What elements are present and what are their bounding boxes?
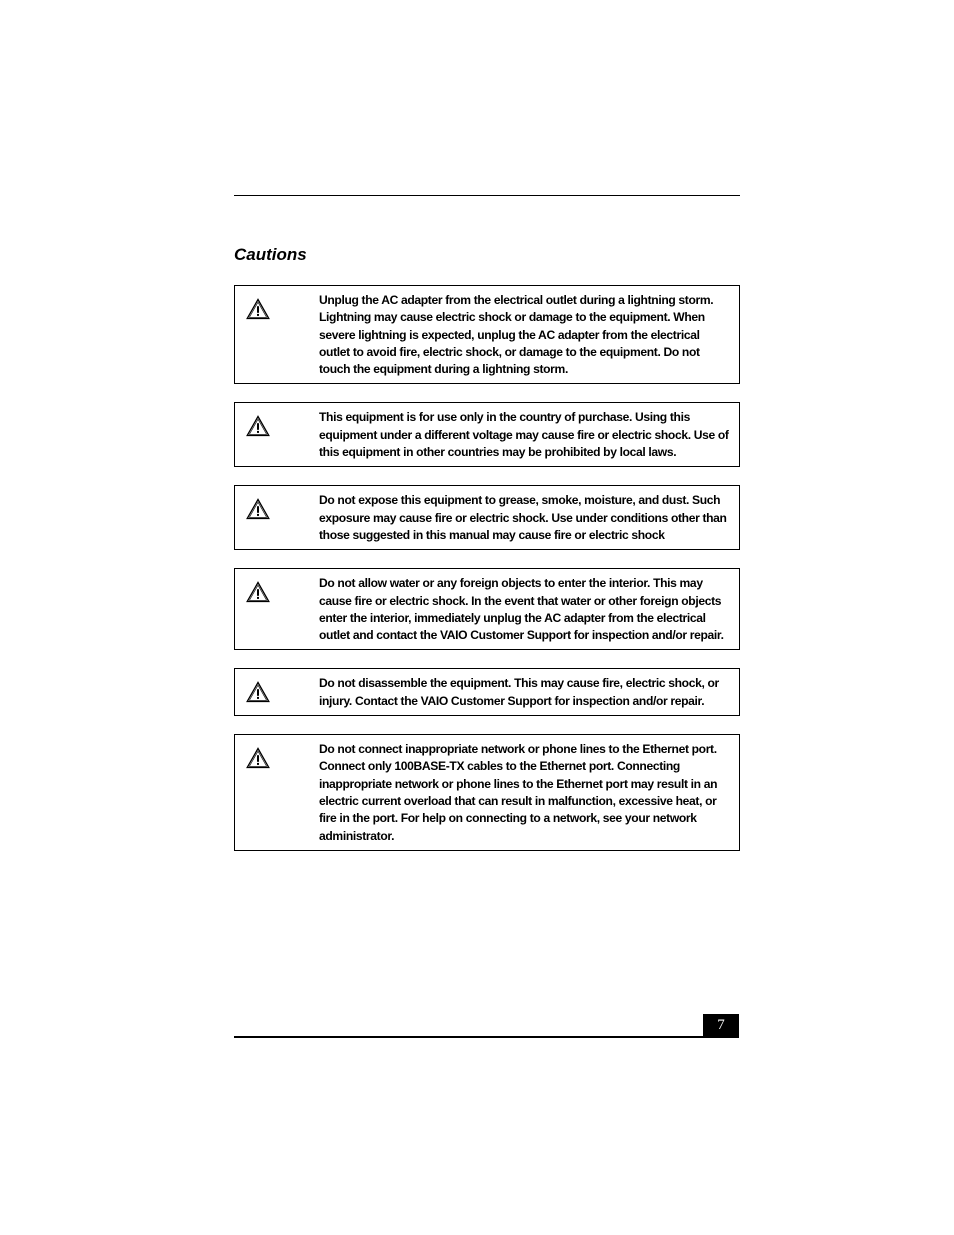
caution-box [234, 402, 740, 467]
section-title: Cautions [234, 245, 307, 264]
caution-box [234, 668, 740, 716]
top-rule [234, 195, 740, 196]
page-number: 7 [703, 1014, 739, 1037]
warning-triangle-icon [246, 681, 270, 703]
caution-box [234, 734, 740, 851]
caution-text: Do not connect inappropriate network or phone lines to the Ethernet port. Connect only 100BASE-TX cables to the Ethernet port. Connecting inappropriate network or phone lines to the Ethernet port may result in an electric current overload that can result in malfunction, excessive heat, or fire in the port. For help on connecting to a network, see your network administrator. [319, 742, 718, 843]
warning-triangle-icon [246, 581, 270, 603]
warning-triangle-icon [246, 415, 270, 437]
caution-text: Do not allow water or any foreign objects to enter the interior. This may cause fire or electric shock. In the event that water or other foreign objects enter the interior, immediately unplug the AC adapter from the electrical outlet and contact the VAIO Customer Support for inspection and/or repair. [319, 576, 724, 643]
caution-box [234, 285, 740, 384]
caution-box [234, 568, 740, 650]
warning-triangle-icon [246, 298, 270, 320]
warning-triangle-icon [246, 498, 270, 520]
cautions-list [234, 285, 740, 851]
caution-text: Unplug the AC adapter from the electrical outlet during a lightning storm. Lightning may cause electric shock or damage to the equipment. When severe lightning is expected, unplug the AC adapter from the electrical outlet to avoid fire, electric shock, or damage to the equipment. Do not touch the equipment during a lightning storm. [319, 293, 714, 377]
bottom-rule [234, 1036, 739, 1038]
caution-text: Do not disassemble the equipment. This may cause fire, electric shock, or injury. Contact the VAIO Customer Support for inspection and/or repair. [319, 676, 719, 708]
caution-text: This equipment is for use only in the country of purchase. Using this equipment under a different voltage may cause fire or electric shock. Use of this equipment in other countries may be prohibited by local laws. [319, 410, 729, 460]
caution-text: Do not expose this equipment to grease, smoke, moisture, and dust. Such exposure may cause fire or electric shock. Use under conditions other than those suggested in this manual may cause fire or electric shock [319, 493, 727, 542]
caution-box [234, 485, 740, 550]
warning-triangle-icon [246, 747, 270, 769]
